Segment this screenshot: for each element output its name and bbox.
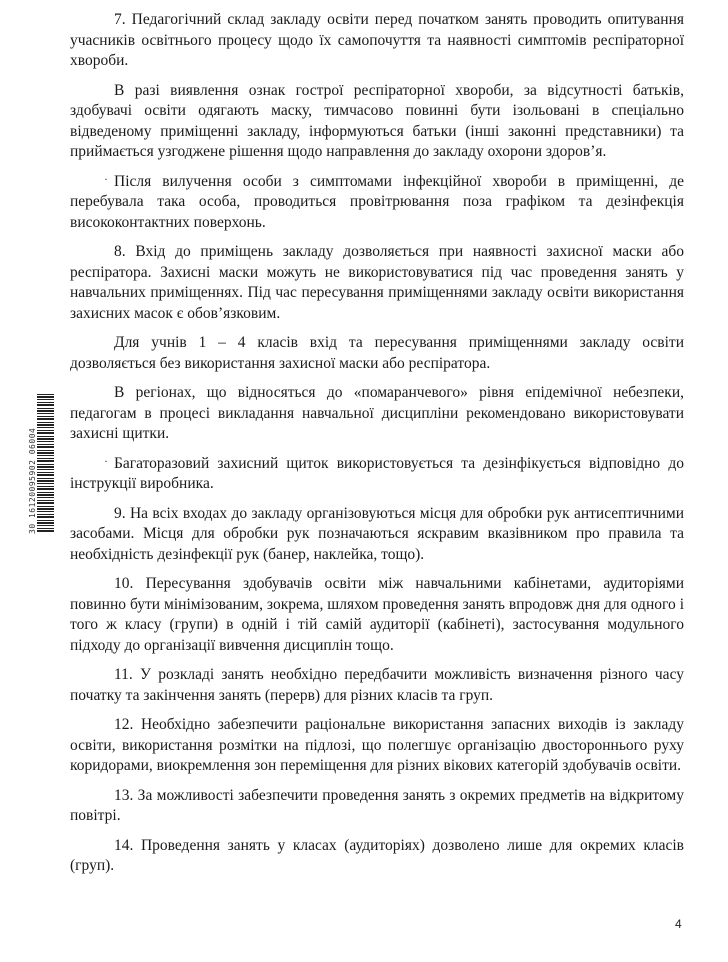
paragraph-9: 9. На всіх входах до закладу організовуються місця для обробки рук антисептичними засобами. Місця для обробки рук позначаються яскравим вказівником про правила та необхідність дезінфекції рук (банер, наклейка, тощо). — [70, 504, 684, 563]
paragraph-7-ventilation: · Після вилучення особи з симптомами інфекційної хвороби в приміщенні, де перебувала така особа, проводиться провітрювання поза графіком та дезінфекція висококонтактних поверхонь. — [70, 171, 684, 231]
barcode-bars — [37, 394, 54, 534]
barcode-number: 30 16120095902 06004 — [28, 427, 37, 534]
document-page — [70, 10, 684, 886]
paragraph-8: 8. Вхід до приміщень закладу дозволяється при наявності захисної маски або респіратора. Захисні маски можуть не використовуватися під час проведення занять у навчальних приміщеннях. Під час пересування приміщеннями закладу освіти використання захисних масок є обов’язковим. — [70, 243, 684, 322]
paragraph-10: 10. Пересування здобувачів освіти між навчальними кабінетами, аудиторіями повинно бути мінімізованим, зокрема, шляхом проведення занять впродовж дня для одного і того ж класу (групи) в одній і тій самій аудиторії (кабінеті), застосування модульного підходу до організації вивчення дисциплін тощо. — [70, 575, 684, 654]
paragraph-14: 14. Проведення занять у класах (аудиторіях) дозволено лише для окремих класів (груп). — [70, 836, 684, 874]
page-number: 4 — [675, 917, 682, 931]
paragraph-8-face-shield: · Багаторазовий захисний щиток використовується та дезінфікується відповідно до інструкції виробника. — [70, 453, 684, 492]
paragraph-7-illness: В разі виявлення ознак гострої респіраторної хвороби, за відсутності батьків, здобувачі освіти одягають маску, тимчасово повинні бути ізольовані в спеціально відведеному приміщенні закладу, інформуються батьки (інші законні представники) та приймається узгоджене рішення щодо направлення до закладу охорони здоров’я. — [70, 81, 684, 160]
paragraph-11: 11. У розкладі занять необхідно передбачити можливість визначення різного часу початку та закінчення занять (перерв) для різних класів та груп. — [70, 666, 684, 704]
paragraph-7: 7. Педагогічний склад закладу освіти перед початком занять проводить опитування учасників освітнього процесу щодо їх самопочуття та наявності симптомів респіраторної хвороби. — [70, 11, 684, 69]
paragraph-13: 13. За можливості забезпечити проведення занять з окремих предметів на відкритому повітрі. — [70, 786, 684, 824]
paragraph-12: 12. Необхідно забезпечити раціональне використання запасних виходів із закладу освіти, використання розмітки на підлозі, що полегшує організацію двостороннього руху коридорами, виокремлення зон переміщення для різних вікових категорій здобувачів освіти. — [70, 716, 684, 774]
paragraph-8-primary-students: Для учнів 1 – 4 класів вхід та пересування приміщеннями закладу освіти дозволяється без використання захисної маски або респіратора. — [70, 334, 684, 372]
barcode — [28, 394, 54, 534]
paragraph-8-orange-level: В регіонах, що відносяться до «помаранчевого» рівня епідемічної небезпеки, педагогам в процесі викладання навчальної дисципліни рекомендовано використовувати захисні щитки. — [70, 384, 684, 442]
